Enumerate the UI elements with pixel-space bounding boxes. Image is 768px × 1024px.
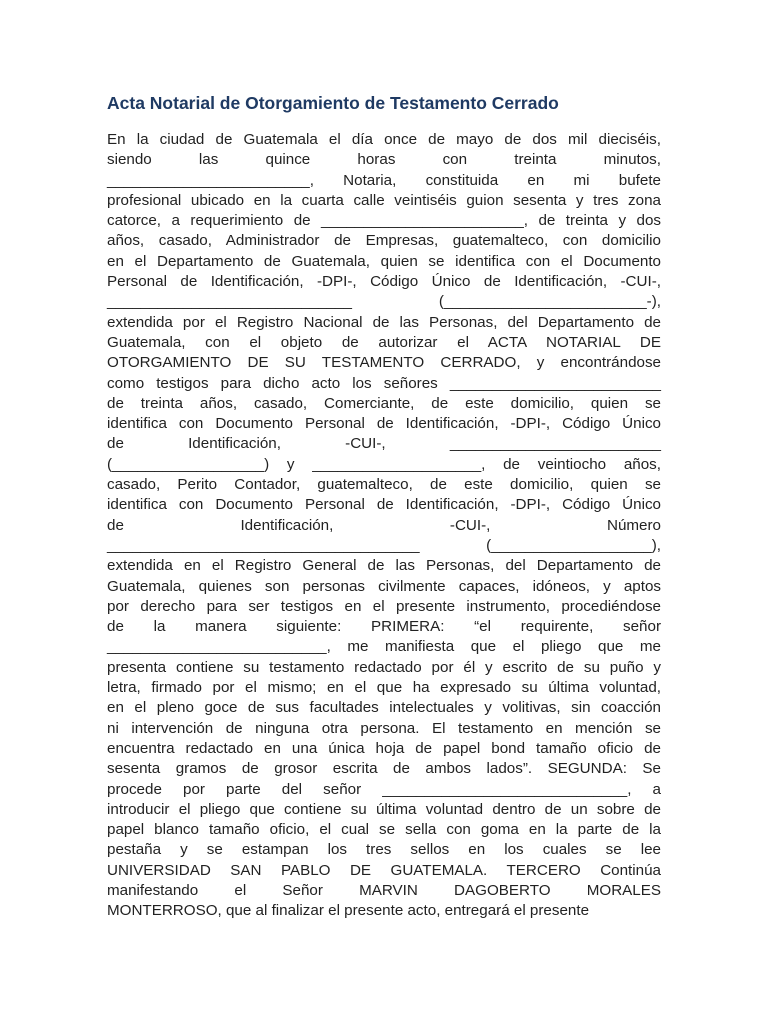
body-line: de Identificación, -CUI-, _________________________ <box>107 435 661 453</box>
body-line: como testigos para dicho acto los señores _________________________ <box>107 374 661 392</box>
body-line: ________________________, Notaria, constituida en mi bufete <box>107 171 661 189</box>
body-line: por derecho para ser testigos en el presente instrumento, procediéndose <box>107 597 661 615</box>
body-line: MONTERROSO, que al finalizar el presente acto, entregará el presente <box>107 902 590 920</box>
body-line: catorce, a requerimiento de ________________________, de treinta y dos <box>107 212 661 230</box>
body-line: sesenta gramos de grosor escrita de ambos lados”. SEGUNDA: Se <box>107 760 661 778</box>
body-line: _____________________________ (________________________-), <box>107 293 661 311</box>
body-line: En la ciudad de Guatemala el día once de mayo de dos mil dieciséis, <box>107 131 661 148</box>
body-line: UNIVERSIDAD SAN PABLO DE GUATEMALA. TERCERO Continúa <box>107 861 661 879</box>
body-line: ni intervención de ninguna otra persona. El testamento en mención se <box>107 719 661 737</box>
body-line: Guatemala, con el objeto de autorizar el ACTA NOTARIAL DE <box>107 333 661 351</box>
document-title: Acta Notarial de Otorgamiento de Testamento Cerrado <box>107 93 559 113</box>
body-line: de Identificación, -CUI-, Número <box>107 516 661 534</box>
body-line: en el Departamento de Guatemala, quien se identifica con el Documento <box>107 252 661 270</box>
body-line: procede por parte del señor _____________________________, a <box>107 780 661 798</box>
body-line: _____________________________________ (___________________), <box>107 536 661 554</box>
body-line: pestaña y se estampan los tres sellos en los cuales se lee <box>107 841 661 859</box>
body-line: extendida por el Registro Nacional de las Personas, del Departamento de <box>107 313 661 331</box>
body-line: Personal de Identificación, -DPI-, Código Único de Identificación, -CUI-, <box>107 273 661 291</box>
body-line: de treinta años, casado, Comerciante, de este domicilio, quien se <box>107 394 661 412</box>
body-line: (__________________) y ____________________, de veintiocho años, <box>107 455 661 473</box>
body-line: presenta contiene su testamento redactado por él y escrito de su puño y <box>107 658 661 676</box>
document-body <box>107 130 661 922</box>
body-line: de la manera siguiente: PRIMERA: “el requirente, señor <box>107 618 661 636</box>
body-line: letra, firmado por el mismo; en el que ha expresado su última voluntad, <box>107 679 661 697</box>
body-line: casado, Perito Contador, guatemalteco, de este domicilio, quien se <box>107 476 661 494</box>
body-line: siendo las quince horas con treinta minutos, <box>107 151 661 169</box>
body-line: introducir el pliego que contiene su última voluntad dentro de un sobre de <box>107 800 661 818</box>
body-line: identifica con Documento Personal de Identificación, -DPI-, Código Único <box>107 496 661 514</box>
body-line: Guatemala, quienes son personas civilmente capaces, idóneos, y aptos <box>107 577 661 595</box>
body-line: identifica con Documento Personal de Identificación, -DPI-, Código Único <box>107 415 661 433</box>
body-line: extendida en el Registro General de las Personas, del Departamento de <box>107 557 661 575</box>
body-line: papel blanco tamaño oficio, el cual se sella con goma en la parte de la <box>107 821 661 839</box>
body-line: manifestando el Señor MARVIN DAGOBERTO MORALES <box>107 881 661 899</box>
body-line: encuentra redactado en una única hoja de papel bond tamaño oficio de <box>107 739 661 757</box>
body-line: profesional ubicado en la cuarta calle veintiséis guion sesenta y tres zona <box>107 191 661 209</box>
body-line: __________________________, me manifiesta que el pliego que me <box>107 638 661 656</box>
body-line: en el pleno goce de sus facultades intelectuales y volitivas, sin coacción <box>107 699 661 717</box>
body-line: años, casado, Administrador de Empresas, guatemalteco, con domicilio <box>107 232 661 250</box>
body-line: OTORGAMIENTO DE SU TESTAMENTO CERRADO, y encontrándose <box>107 354 661 372</box>
